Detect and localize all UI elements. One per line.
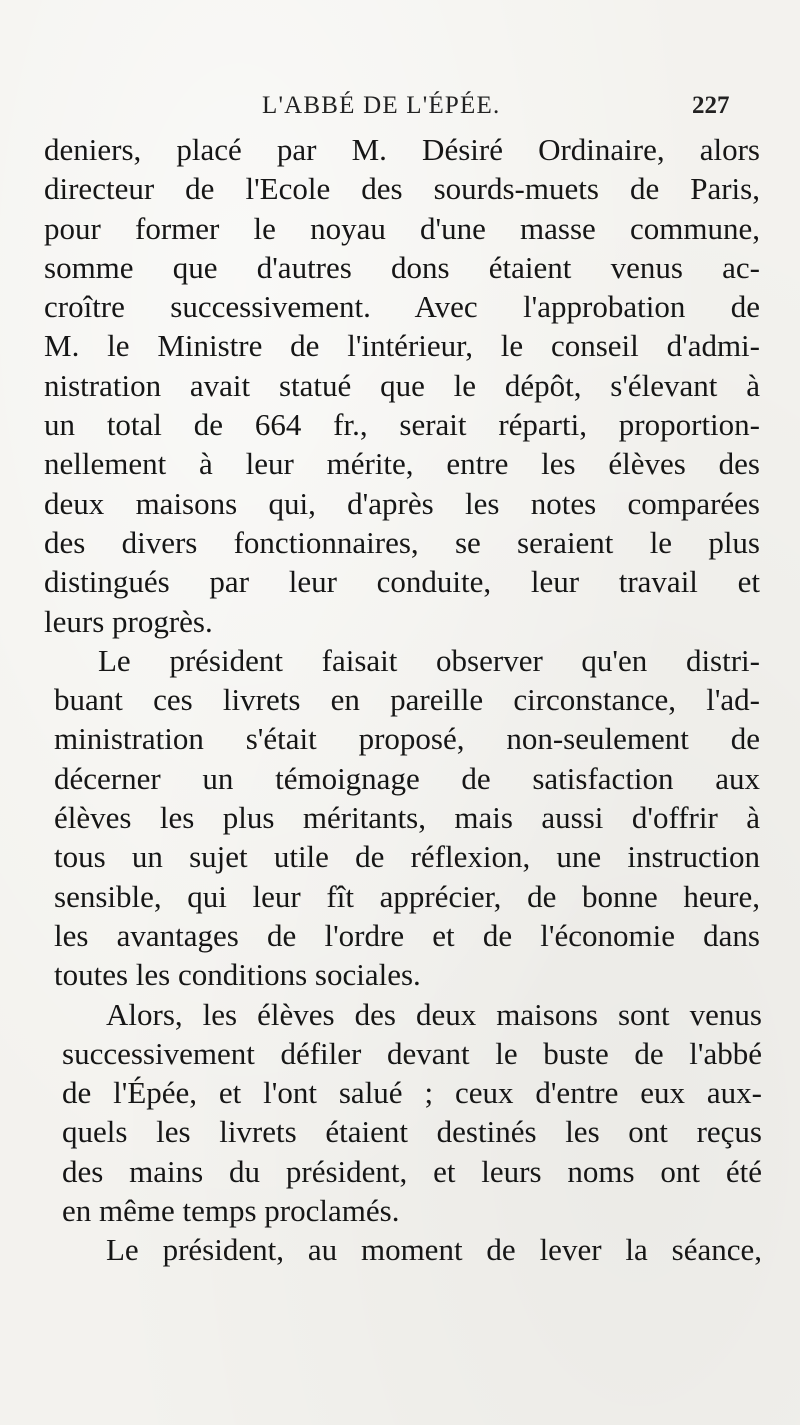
paragraph-1 [44,130,760,641]
text-line: élèves les plus méritants, mais aussi d'offrir à [54,800,760,836]
text-line: Alors, les élèves des deux maisons sont venus [106,996,762,1032]
body-text [44,130,760,1270]
text-line: nellement à leur mérite, entre les élèves des [44,446,760,482]
running-head [0,92,800,122]
paragraph-4 [62,1230,762,1269]
text-line: sensible, qui leur fît apprécier, de bonne heure, [54,878,760,914]
text-line: buant ces livrets en pareille circonstance, l'ad- [54,682,760,718]
text-line: de l'Épée, et l'ont salué ; ceux d'entre eux aux- [62,1075,762,1111]
text-line: distingués par leur conduite, leur travail et [44,564,760,600]
page-number: 227 [692,92,730,119]
paragraph-3 [62,995,762,1231]
text-line: pour former le noyau d'une masse commune, [44,210,760,246]
text-line: des divers fonctionnaires, se seraient le plus [44,524,760,560]
text-line: nistration avait statué que le dépôt, s'élevant à [44,367,760,403]
text-line: directeur de l'Ecole des sourds-muets de Paris, [44,171,760,207]
running-title: L'ABBÉ DE L'ÉPÉE. [262,92,501,119]
text-line: Le président, au moment de lever la séance, [106,1232,762,1268]
text-line: deniers, placé par M. Désiré Ordinaire, alors [44,132,760,167]
text-line: des mains du président, et leurs noms ont été [62,1153,762,1189]
text-line: ministration s'était proposé, non-seulement de [54,721,760,757]
text-line: en même temps proclamés. [62,1193,400,1229]
text-line: M. le Ministre de l'intérieur, le conseil d'admi- [44,328,760,364]
text-line: toutes les conditions sociales. [54,957,421,993]
text-line: somme que d'autres dons étaient venus ac- [44,249,760,285]
text-line: les avantages de l'ordre et de l'économie dans [54,917,760,953]
text-line: successivement défiler devant le buste de l'abbé [62,1035,762,1071]
text-line: quels les livrets étaient destinés les ont reçus [62,1114,762,1150]
paragraph-2 [54,641,760,995]
text-line: deux maisons qui, d'après les notes comparées [44,485,760,521]
text-line: un total de 664 fr., serait réparti, proportion- [44,407,760,443]
text-line: décerner un témoignage de satisfaction aux [54,760,760,796]
text-line: tous un sujet utile de réflexion, une instruction [54,839,760,875]
text-line: Le président faisait observer qu'en distri- [98,642,760,678]
text-line: leurs progrès. [44,603,213,639]
text-line: croître successivement. Avec l'approbation de [44,289,760,325]
